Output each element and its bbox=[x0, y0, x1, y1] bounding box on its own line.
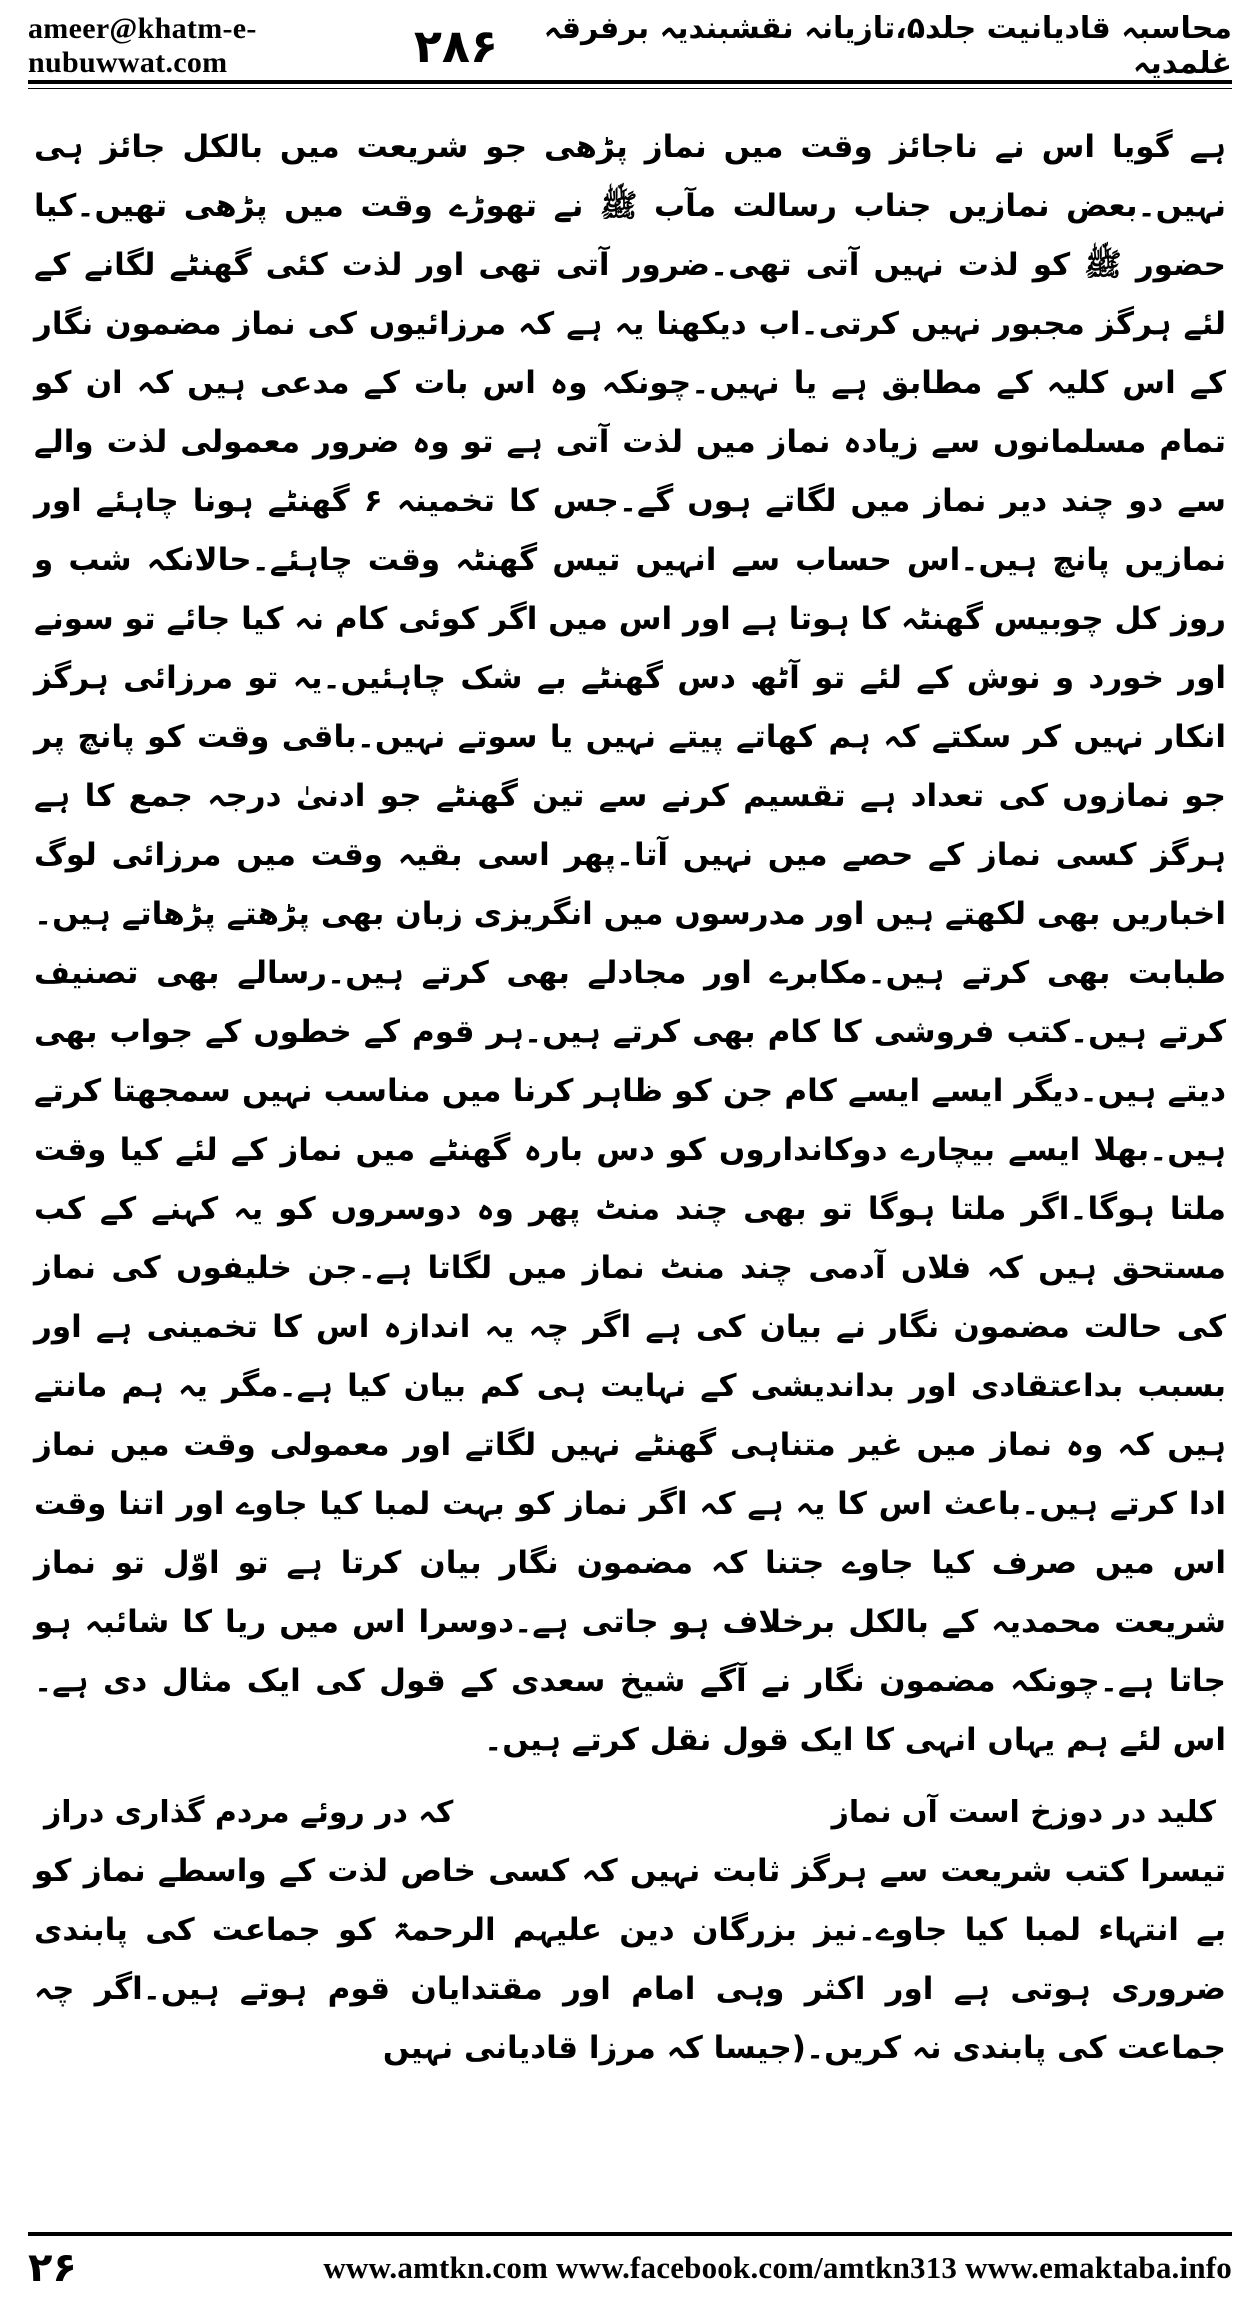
header-email[interactable]: ameer@khatm-e-nubuwwat.com bbox=[28, 12, 257, 79]
header-rule-thin bbox=[28, 88, 1232, 89]
page-body bbox=[34, 118, 1226, 2078]
footer-links[interactable]: www.amtkn.com www.facebook.com/amtkn313 www.emaktaba.info bbox=[323, 2250, 1232, 2285]
body-tail-paragraph: تیسرا کتب شریعت سے ہرگز ثابت نہیں کہ کسی خاص لذت کے واسطے نماز کو بے انتہاء لمبا کیا جاوے۔نیز بزرگان دین علیہم الرحمۃ کو جماعت کی پابندی ضروری ہوتی ہے اور اکثر وہی امام اور مقتدایان قوم ہوتے ہیں۔اگر چہ جماعت کی پابندی نہ کریں۔(جیسا کہ مرزا قادیانی نہیں bbox=[34, 1853, 1226, 2066]
verse-second-half: کہ در روئے مردم گذاری دراز bbox=[44, 1795, 454, 1830]
page-header bbox=[28, 11, 1232, 81]
body-paragraph: ہے گویا اس نے ناجائز وقت میں نماز پڑھی جو شریعت میں بالکل جائز ہی نہیں۔بعض نمازیں جناب رسالت مآب ﷺ نے تھوڑے وقت میں پڑھی تھیں۔کیا حضور ﷺ کو لذت نہیں آتی تھی۔ضرور آتی تھی اور لذت کئی گھنٹے لگانے کے لئے ہرگز مجبور نہیں کرتی۔اب دیکھنا یہ ہے کہ مرزائیوں کی نماز مضمون نگار کے اس کلیہ کے مطابق ہے یا نہیں۔چونکہ وہ اس بات کے مدعی ہیں کہ ان کو تمام مسلمانوں سے زیادہ نماز میں لذت آتی ہے تو وہ ضرور معمولی لذت والے سے دو چند دیر نماز میں لگاتے ہوں گے۔جس کا تخمینہ ۶ گھنٹے ہونا چاہئے اور نمازیں پانچ ہیں۔اس حساب سے انہیں تیس گھنٹہ وقت چاہئے۔حالانکہ شب و روز کل چوبیس گھنٹہ کا ہوتا ہے اور اس میں اگر کوئی کام نہ کیا جائے تو سونے اور خورد و نوش کے لئے تو آٹھ دس گھنٹے بے شک چاہئیں۔یہ تو مرزائی ہرگز انکار نہیں کر سکتے کہ ہم کھاتے پیتے نہیں یا سوتے نہیں۔باقی وقت کو پانچ پر جو نمازوں کی تعداد ہے تقسیم کرنے سے تین گھنٹے جو ادنیٰ درجہ جمع کا ہے ہرگز کسی نماز کے حصے میں نہیں آتا۔پھر اسی بقیہ وقت میں مرزائی لوگ اخباریں بھی لکھتے ہیں اور مدرسوں میں انگریزی زبان بھی پڑھتے پڑھاتے ہیں۔طبابت بھی کرتے ہیں۔مکابرے اور مجادلے بھی کرتے ہیں۔رسالے بھی تصنیف کرتے ہیں۔کتب فروشی کا کام بھی کرتے ہیں۔ہر قوم کے خطوں کے جواب بھی دیتے ہیں۔دیگر ایسے ایسے کام جن کو ظاہر کرنا میں مناسب نہیں سمجھتا کرتے ہیں۔بھلا ایسے بیچارے دوکانداروں کو دس بارہ گھنٹے میں نماز کے لئے کیا وقت ملتا ہوگا۔اگر ملتا ہوگا تو بھی چند منٹ پھر وہ دوسروں کو یہ کہنے کے کب مستحق ہیں کہ فلاں آدمی چند منٹ نماز میں لگاتا ہے۔جن خلیفوں کی نماز کی حالت مضمون نگار نے بیان کی ہے اگر چہ یہ اندازہ اس کا تخمینی ہے اور بسبب بداعتقادی اور بداندیشی کے نہایت ہی کم بیان کیا ہے۔مگر یہ ہم مانتے ہیں کہ وہ نماز میں غیر متناہی گھنٹے نہیں لگاتے اور معمولی وقت میں نماز ادا کرتے ہیں۔باعث اس کا یہ ہے کہ اگر نماز کو بہت لمبا کیا جاوے اور اتنا وقت اس میں صرف کیا جاوے جتنا کہ مضمون نگار بیان کرتا ہے تو اوّل تو نماز شریعت محمدیہ کے بالکل برخلاف ہو جاتی ہے۔دوسرا اس میں ریا کا شائبہ ہو جاتا ہے۔چونکہ مضمون نگار نے آگے شیخ سعدی کے قول کی ایک مثال دی ہے۔اس لئے ہم یہاں انہی کا ایک قول نقل کرتے ہیں۔ bbox=[34, 129, 1226, 1758]
footer-page-number: ۲۶ bbox=[28, 2245, 77, 2291]
header-page-number: ۲۸۶ bbox=[413, 19, 499, 73]
header-title: محاسبہ قادیانیت جلد۵،تازیانہ نقشبندیہ برفرقہ غلمدیہ bbox=[543, 11, 1232, 81]
persian-verse bbox=[34, 1784, 1226, 1842]
header-right bbox=[414, 11, 1232, 81]
header-rule bbox=[28, 80, 1232, 84]
footer-rule bbox=[28, 2232, 1232, 2236]
page-footer bbox=[28, 2242, 1232, 2294]
verse-first-half: کلید در دوزخ است آں نماز bbox=[831, 1795, 1216, 1830]
